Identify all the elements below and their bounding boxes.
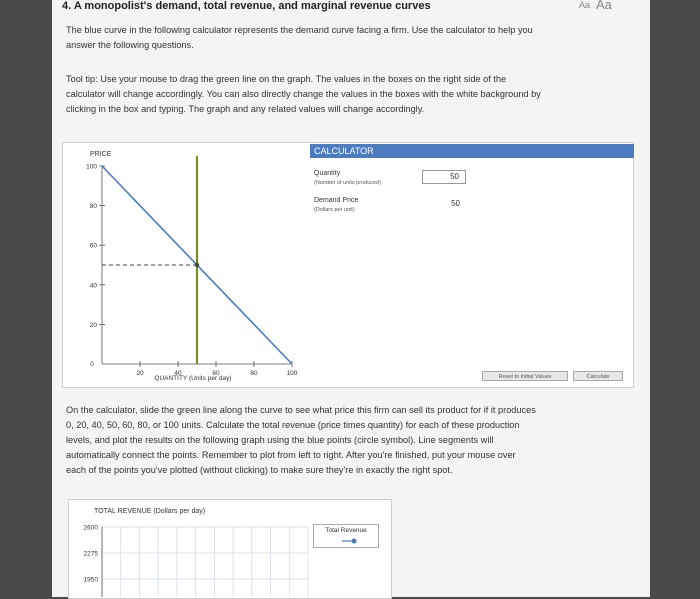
- demand-price-label: Demand Price: [314, 197, 359, 204]
- x-axis-label: QUANTITY (Units per day): [154, 375, 232, 382]
- x-tick-label: 100: [286, 370, 298, 377]
- y-axis-label: PRICE: [90, 151, 112, 158]
- x-tick-label: 40: [174, 370, 182, 377]
- demand-chart[interactable]: [62, 142, 310, 386]
- intro-text: The blue curve in the following calculator represents the demand curve facing a firm. Use the calculator to help you answer the following questions.: [66, 25, 533, 50]
- legend-label: Total Revenue: [325, 527, 367, 534]
- y-tick-label: 100: [86, 163, 97, 171]
- selected-point: [195, 263, 199, 267]
- calculate-button[interactable]: Calculate: [573, 371, 623, 381]
- x-tick-label: 60: [212, 370, 220, 377]
- y-tick-label: 20: [89, 321, 97, 329]
- instructions-text: On the calculator, slide the green line along the curve to see what price this firm can sell its product for if it produces 0, 20, 40, 50, 60, 80, or 100 units. Calculate the total revenue (price times quantity) for each of these production levels, and plot the results on the following graph using the blue points (circle symbol). Line segments will automatically connect the points. Remember to plot from left to right. After you're finished, put your mouse over each of the points you've plotted (without clicking) to make sure they're in exactly the right spot.: [66, 405, 536, 475]
- demand-price-sublabel: (Dollars per unit): [314, 207, 355, 213]
- tr-y-tick-label: 2275: [83, 550, 98, 558]
- y-tick-label: 80: [89, 203, 97, 211]
- x-tick-label: 0: [90, 361, 94, 368]
- question-title: 4. A monopolist's demand, total revenue, and marginal revenue curves: [62, 0, 431, 12]
- demand-price-value: 50: [451, 199, 460, 208]
- total-revenue-chart[interactable]: [68, 499, 314, 597]
- tr-y-tick-label: 1950: [83, 576, 98, 584]
- quantity-sublabel: (Number of units produced): [314, 180, 381, 186]
- y-tick-label: 40: [89, 282, 97, 290]
- legend-circle-icon: [314, 536, 378, 546]
- y-tick-label: 60: [89, 242, 97, 250]
- font-size-small-button[interactable]: Aa: [579, 0, 591, 10]
- quantity-input[interactable]: 50: [422, 170, 466, 184]
- calculator-header: CALCULATOR: [310, 144, 634, 158]
- tr-chart-title: TOTAL REVENUE (Dollars per day): [94, 508, 206, 515]
- quantity-label: Quantity: [314, 170, 341, 177]
- x-tick-label: 20: [136, 370, 144, 377]
- font-size-large-button[interactable]: Aa: [596, 0, 612, 12]
- x-tick-label: 80: [250, 370, 258, 377]
- tr-y-tick-label: 2600: [83, 524, 98, 532]
- total-revenue-legend[interactable]: [313, 524, 379, 548]
- reset-button[interactable]: Reset to Initial Values: [482, 371, 568, 381]
- tooltip-text: Tool tip: Use your mouse to drag the green line on the graph. The values in the boxes on the right side of the calculator will change accordingly. You can also directly change the values in the boxes with the white background by clicking in the box and typing. The graph and any related values will change accordingly.: [66, 74, 541, 114]
